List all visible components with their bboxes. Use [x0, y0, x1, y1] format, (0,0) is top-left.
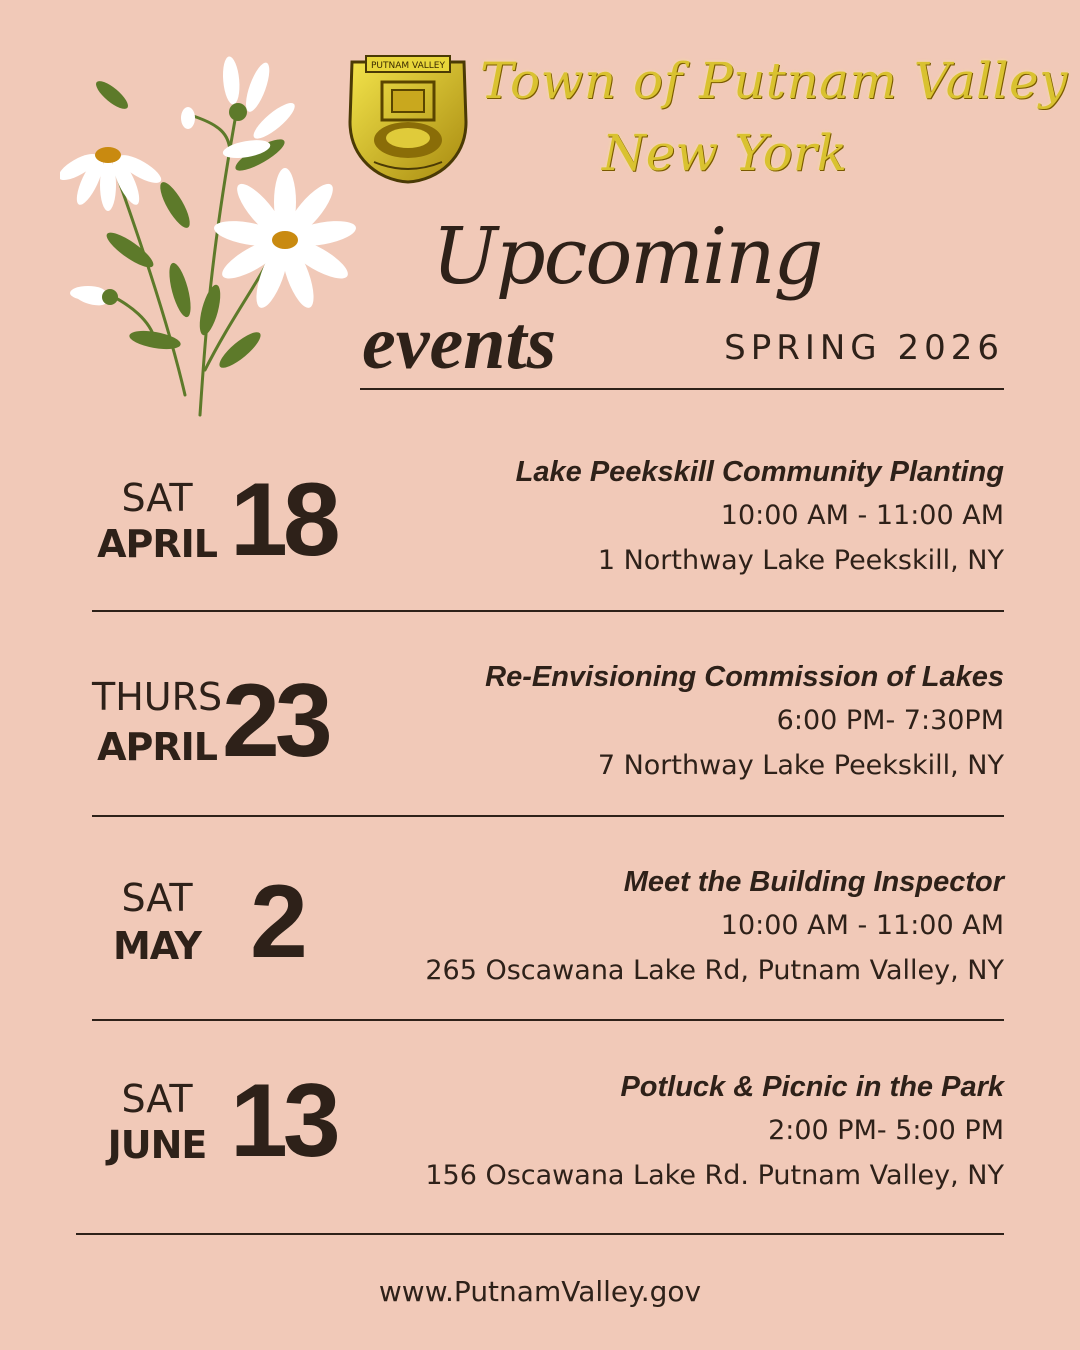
event-time: 2:00 PM- 5:00 PM: [768, 1115, 1004, 1146]
event-time: 10:00 AM - 11:00 AM: [720, 910, 1004, 941]
event-row: [92, 1065, 1004, 1270]
event-title: Re-Envisioning Commission of Lakes: [485, 661, 1004, 693]
event-row: [92, 655, 1004, 860]
event-day-number: 23: [222, 663, 328, 779]
event-month: JUNE: [107, 1123, 207, 1167]
event-title: Meet the Building Inspector: [623, 866, 1004, 898]
event-location: 156 Oscawana Lake Rd. Putnam Valley, NY: [425, 1160, 1004, 1191]
town-name-line1: Town of Putnam Valley: [480, 52, 1068, 110]
event-day-of-week: SAT: [121, 476, 193, 520]
event-divider: [92, 610, 1004, 612]
event-row: [92, 860, 1004, 1065]
event-day-number: 18: [230, 462, 336, 578]
daisy-flowers-illustration: [60, 40, 360, 420]
event-row: [92, 450, 1004, 655]
event-location: 7 Northway Lake Peekskill, NY: [597, 750, 1004, 781]
event-day-of-week: THURS: [92, 675, 223, 719]
event-day-of-week: SAT: [121, 876, 193, 920]
event-time: 10:00 AM - 11:00 AM: [720, 500, 1004, 531]
town-name-line2: New York: [602, 124, 847, 182]
footer-divider: [76, 1233, 1004, 1235]
event-day-number: 2: [250, 864, 303, 980]
event-divider: [92, 1019, 1004, 1021]
heading-upcoming: Upcoming: [432, 212, 822, 302]
svg-text:PUTNAM VALLEY: PUTNAM VALLEY: [371, 61, 445, 71]
event-location: 1 Northway Lake Peekskill, NY: [597, 545, 1004, 576]
event-month: APRIL: [97, 725, 217, 769]
event-title: Lake Peekskill Community Planting: [515, 456, 1004, 488]
event-month: MAY: [112, 924, 202, 968]
season-label: SPRING 2026: [724, 328, 1004, 368]
header-divider: [360, 388, 1004, 390]
event-location: 265 Oscawana Lake Rd, Putnam Valley, NY: [425, 955, 1004, 986]
event-divider: [92, 815, 1004, 817]
event-title: Potluck & Picnic in the Park: [620, 1071, 1004, 1103]
town-seal-logo: [344, 52, 472, 184]
event-day-of-week: SAT: [121, 1077, 193, 1121]
heading-events: events: [362, 301, 557, 385]
event-month: APRIL: [97, 522, 217, 566]
website-link[interactable]: www.PutnamValley.gov: [378, 1275, 702, 1308]
event-day-number: 13: [230, 1063, 336, 1179]
event-time: 6:00 PM- 7:30PM: [776, 705, 1004, 736]
